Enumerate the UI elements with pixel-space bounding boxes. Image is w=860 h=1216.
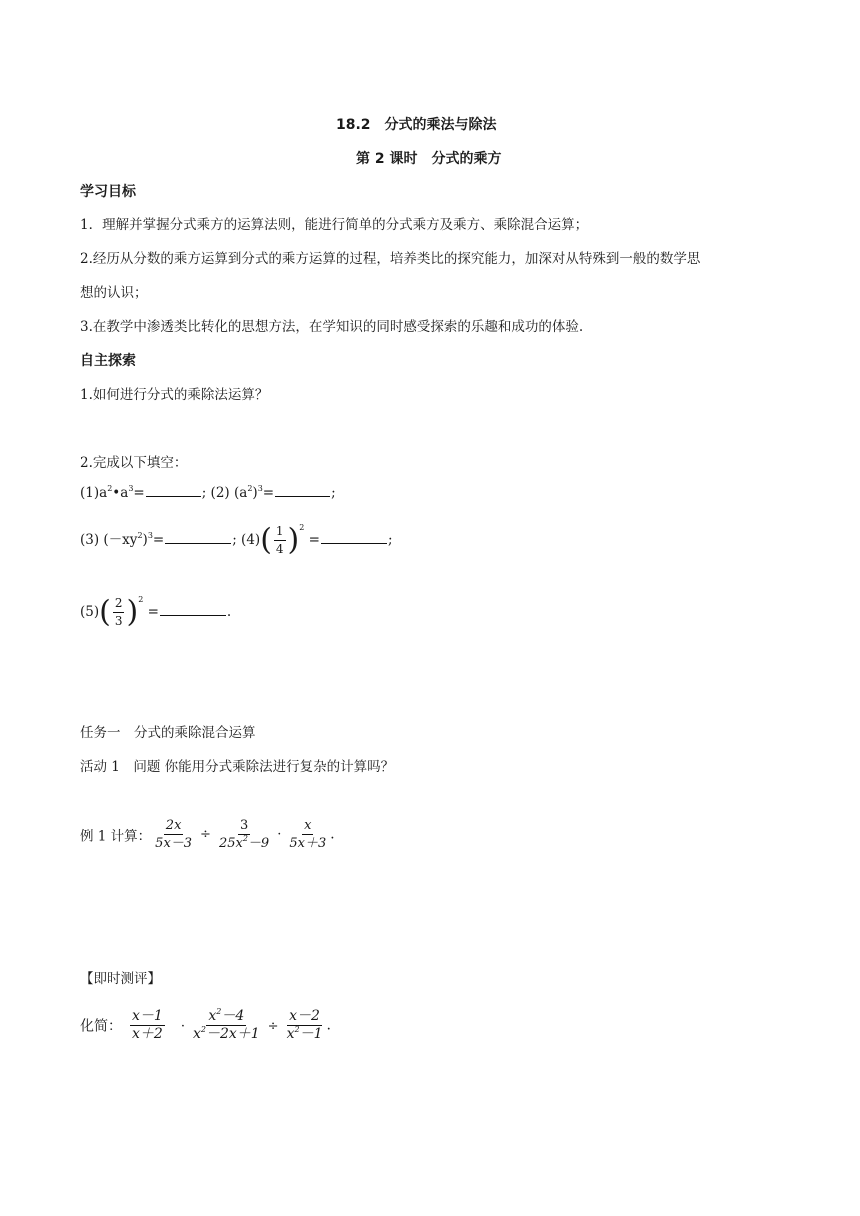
- fill-label-3: (3): [80, 532, 100, 548]
- quiz-heading: 【即时测评】: [80, 971, 161, 987]
- explore-question-1: 1.如何进行分式的乘除法运算？: [80, 387, 269, 403]
- goal-item-3: 3.在教学中渗透类比转化的思想方法，在学知识的同时感受探索的乐趣和成功的体验.: [80, 319, 584, 335]
- explore-question-2: 2.完成以下填空：: [80, 455, 188, 471]
- quiz-fraction-3: $\frac{x-2}{x^2-1}$: [286, 1008, 323, 1042]
- multiply-icon: ·: [180, 1018, 185, 1034]
- page-subtitle: 第 2 课时 分式的乘方: [356, 151, 502, 167]
- goals-heading: 学习目标: [80, 184, 136, 200]
- answer-blank-1[interactable]: [146, 484, 201, 497]
- fraction-one-quarter: $\frac{1}{4}$: [275, 524, 284, 556]
- multiply-icon: ·: [277, 827, 282, 842]
- divide-icon: ÷: [200, 827, 211, 842]
- divide-icon: ÷: [267, 1018, 279, 1034]
- answer-blank-2[interactable]: [275, 484, 330, 497]
- answer-blank-3[interactable]: [165, 531, 231, 544]
- answer-blank-5[interactable]: [160, 603, 226, 616]
- fill-label-5: (5): [80, 604, 100, 620]
- quiz-fraction-1: $\frac{x-1}{x+2}$: [132, 1008, 163, 1042]
- bullet-icon: •: [112, 485, 121, 501]
- example-1: 例 1 计算： $\frac{2x}{5x-3}$ ÷ $\frac{3}{25x^2-9}$ · $\frac{x}{5x+3}$ .: [80, 818, 335, 851]
- answer-blank-4[interactable]: [321, 531, 387, 544]
- goal-item-2-cont: 想的认识；: [80, 285, 148, 301]
- quiz-label: 化简：: [80, 1018, 122, 1035]
- example-fraction-1: $\frac{2x}{5x-3}$: [155, 818, 193, 851]
- fill-label-4: ; (4): [232, 532, 261, 548]
- goal-item-2: 2.经历从分数的乘方运算到分式的乘方运算的过程，培养类比的探究能力，加深对从特殊到一般的数学思: [80, 251, 701, 267]
- quiz-expression: 化简： $\frac{x-1}{x+2}$ · $\frac{x^2-4}{x^2-2x+1}$ ÷ $\frac{x-2}{x^2-1}$ .: [80, 1007, 331, 1042]
- task1-heading: 任务一 分式的乘除混合运算: [80, 725, 256, 741]
- page-title: 18.2 分式的乘法与除法: [336, 117, 497, 133]
- example-fraction-2: $\frac{3}{25x^2-9}$: [218, 818, 270, 851]
- fill-line-1: $(1)a^2•a^3=$ ; (2) $(a^2)^3=$ ;: [80, 484, 336, 501]
- goal-item-1: 1．理解并掌握分式乘方的运算法则，能进行简单的分式乘方及乘方、乘除混合运算；: [80, 217, 589, 233]
- fraction-two-thirds: $\frac{2}{3}$: [114, 596, 123, 628]
- example-fraction-3: $\frac{x}{5x+3}$: [289, 818, 327, 851]
- explore-heading: 自主探索: [80, 353, 136, 369]
- activity-1: 活动 1 问题 你能用分式乘除法进行复杂的计算吗？: [80, 759, 395, 775]
- fill-line-2: (3) $(-xy^2)^3=$ ; (4)( $\frac{1}{4}$ )$^2$ = ;: [80, 522, 393, 558]
- example-label: 例 1 计算：: [80, 828, 152, 845]
- fill-line-3: (5)( $\frac{2}{3}$ )$^2$ = .: [80, 594, 232, 630]
- fill-label-1: (1): [80, 485, 100, 501]
- quiz-fraction-2: $\frac{x^2-4}{x^2-2x+1}$: [192, 1007, 260, 1042]
- fill-label-2: ; (2): [201, 485, 230, 501]
